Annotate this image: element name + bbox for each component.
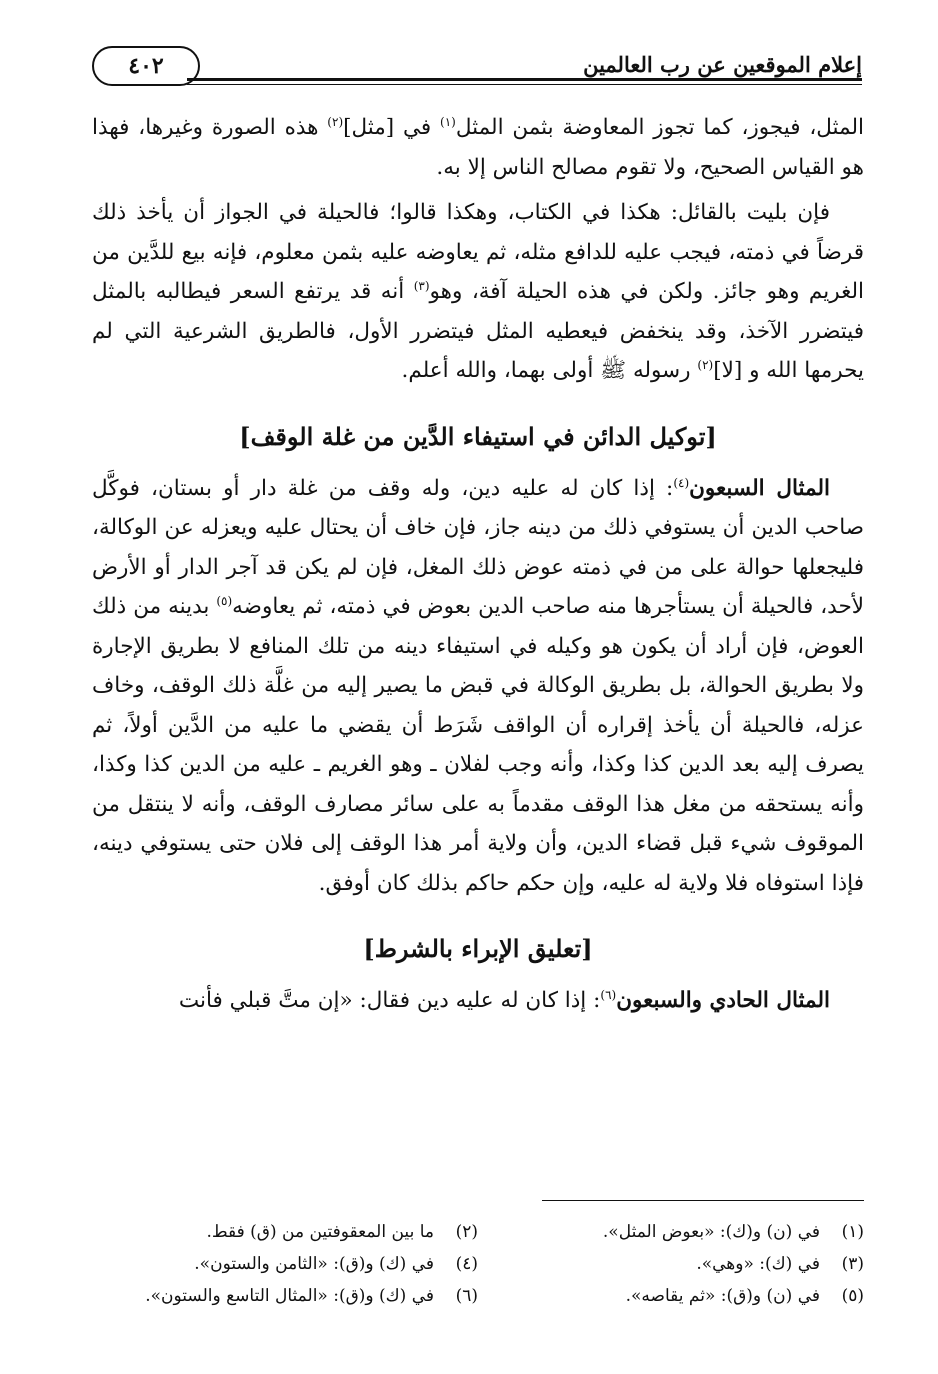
paragraph-3: المثال السبعون$^{(٤)}$: إذا كان له عليه دين، وله وقف من غلة دار أو بستان، فوكَّل صاحب الدين أن يستوفي ذلك من دينه جاز، فإن خاف أن يحتال عليه ويعزله عن الوكالة، فليجعلها حوالة على من في ذمته عوض ذلك المغل، فإن لم يكن قد آجر الدار أو الأرض لأحد، فالحيلة أن يستأجرها منه صاحب الدين بعوض في ذمته، ثم يعاوضه$^{(٥)}$ بدينه من ذلك العوض، فإن أراد أن يكون هو وكيله في استيفاء دينه من تلك المنافع لا بطريق الإجارة ولا بطريق الحوالة، بل بطريق الوكالة في قبض ما يصير إليه من غلَّة ذلك الوقف، وخاف عزله، فالحيلة أن يأخذ إقراره أن الواقف شَرَط أن يقضي ما عليه من الدَّين أولاً، ثم يصرف إليه بعد الدين كذا وكذا، وأنه وجب لفلان ـ وهو الغريم ـ عليه من الدين كذا وكذا، وأنه يستحقه من مغل هذا الوقف مقدماً به على سائر مصارف الوقف، وأنه لا ينتقل من الموقوف شيء قبل قضاء الدين، وأن ولاية أمر هذا الوقف إلى فلان حتى يستوفي دينه، فإذا استوفاه فلا ولاية له عليه، وإن حكم حاكم بذلك كان أوفق. xyxy=(92,475,864,896)
running-header xyxy=(92,44,862,94)
paragraph-2: فإن بليت بالقائل: هكذا في الكتاب، وهكذا قالوا؛ فالحيلة في الجواز أن يأخذ ذلك قرضاً في ذمته، فيجب عليه للدافع مثله، ثم يعاوضه عليه بثمن معلوم، فإنه بيع للدَّين من الغريم وهو جائز. ولكن في هذه الحيلة آفة، وهو$^{(٣)}$ أنه قد يرتفع السعر فيطالبه بالمثل فيتضرر الآخذ، وقد ينخفض فيعطيه المثل فيتضرر الأول، فالطريق الشرعية التي لم يحرمها الله و [لا]$^{(٢)}$ رسوله ﷺ أولى بهما، والله أعلم. xyxy=(92,200,864,383)
paragraph-4: المثال الحادي والسبعون$^{(٦)}$: إذا كان له عليه دين فقال: «إن متَّ قبلي فأنت xyxy=(178,987,830,1013)
footnote-marker-1[interactable]: (١) xyxy=(440,114,456,129)
footnote-row xyxy=(92,1216,864,1248)
footnote-row xyxy=(92,1248,864,1280)
footnote-2: (٢)ما بين المعقوفتين من (ق) فقط. xyxy=(206,1222,478,1242)
footnotes xyxy=(92,1216,864,1312)
footnote-6: (٦)في (ك) و(ق): «المثال التاسع والستون». xyxy=(145,1286,478,1306)
page-number: ٤٠٢ xyxy=(92,46,200,86)
header-rule xyxy=(187,78,862,81)
example-title-70: المثال السبعون xyxy=(689,475,831,501)
footnote-marker-6[interactable]: (٦) xyxy=(600,987,617,1002)
section-heading-1: [توكيل الدائن في استيفاء الدَّين من غلة الوقف] xyxy=(239,421,717,451)
footnote-separator xyxy=(542,1200,864,1201)
footnote-marker-3[interactable]: (٣) xyxy=(413,278,430,293)
example-title-71: المثال الحادي والسبعون xyxy=(616,988,830,1013)
footnote-3: (٣)في (ك): «وهي». xyxy=(696,1254,864,1274)
footnote-marker-4[interactable]: (٤) xyxy=(673,475,690,490)
section-heading-2: [تعليق الإبراء بالشرط] xyxy=(363,934,593,963)
main-text xyxy=(92,108,864,1027)
footnote-marker-2b[interactable]: (٢) xyxy=(697,357,714,372)
footnote-marker-2[interactable]: (٢) xyxy=(327,114,344,129)
header-rule-thin xyxy=(187,84,862,85)
footnote-5: (٥)في (ن) و(ق): «ثم يقاصه». xyxy=(625,1286,864,1306)
footnote-row xyxy=(92,1280,864,1312)
book-title: إعلام الموقعين عن رب العالمين xyxy=(583,52,862,77)
footnote-1: (١)في (ن) و(ك): «بعوض المثل». xyxy=(602,1222,864,1242)
footnote-4: (٤)في (ك) و(ق): «الثامن والستون». xyxy=(194,1254,478,1274)
paragraph-1: المثل، فيجوز، كما تجوز المعاوضة بثمن المثل$^{(١)}$ في [مثل]$^{(٢)}$ هذه الصورة وغيرها، فهذا هو القياس الصحيح، ولا تقوم مصالح الناس إلا به. xyxy=(92,114,864,180)
footnote-marker-5[interactable]: (٥) xyxy=(216,593,233,608)
